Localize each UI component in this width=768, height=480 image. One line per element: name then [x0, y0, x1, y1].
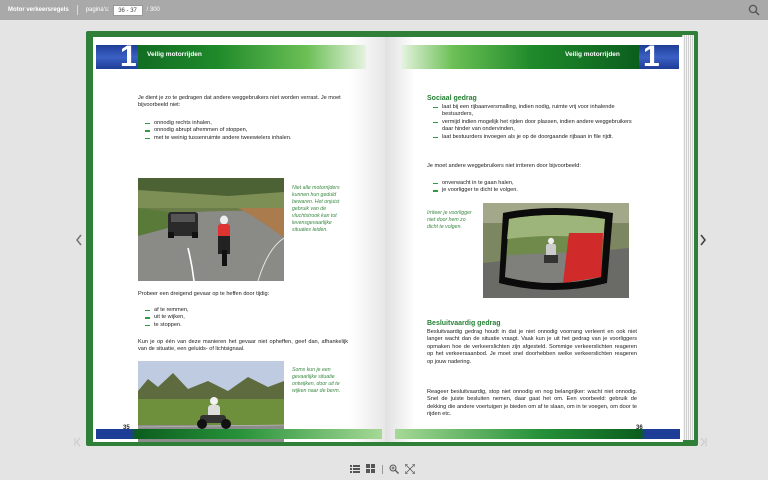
bullet-list: [145, 120, 345, 142]
paragraph: Je moet andere weggebruikers niet irriteren door bijvoorbeeld:: [427, 163, 581, 169]
right-page[interactable]: [385, 37, 683, 442]
photo-side-mirror: [483, 203, 629, 298]
footer-band: [96, 429, 382, 439]
photo-caption: Niet alle motorrijders kunnen hun geduld bewaren. Het onjuist gebruik van de vluchtstrook kan tot levensgevaarlijke situaties leiden.: [292, 185, 340, 233]
page-number: 35: [123, 425, 130, 431]
paragraph: Kun je op één van deze manieren het gevaar niet opheffen, geef dan, afhankelijk van de situatie, een geluids- of lichtsignaal.: [138, 339, 348, 353]
page-number-input[interactable]: 36 - 37: [113, 5, 143, 16]
grid-view-icon[interactable]: [366, 464, 376, 474]
chevron-left-icon[interactable]: [74, 233, 84, 247]
photo-caption: Soms kun je een gevaarlijke situatie ontwijken, door uit te wijken naar de berm.: [292, 367, 341, 394]
page-total: / 300: [146, 7, 160, 13]
list-item: onnodig rechts inhalen,: [145, 120, 345, 127]
top-bar: [0, 0, 768, 20]
photo-caption: Irriteer je voorligger niet door hem zo dicht te volgen.: [427, 210, 472, 230]
chapter-number: 1: [120, 40, 137, 73]
section-heading: Besluitvaardig gedrag: [427, 320, 501, 327]
fullscreen-icon[interactable]: [405, 464, 415, 474]
intro-text: Je dient je zo te gedragen dat andere weggebruikers niet worden verrast. Je moet bijvoorbeeld niet:: [138, 95, 341, 109]
list-item: uit te wijken,: [145, 314, 345, 321]
page-label: pagina's:: [85, 7, 110, 13]
paragraph: Besluitvaardig gedrag houdt in dat je niet onnodig voorrang verleent en ook niet langer wacht dan de situatie vraagt. Vaak kun je uit het gedrag van je voorliggers opmaken hoe de verkeerslichten zijn afgesteld. Sommige verkeerslichten reageren op het verkeersaanbod. Je moet snel doorhebben welke verkeerslichten reageren op jouw nadering.: [427, 329, 637, 365]
threat-text: Probeer een dreigend gevaar op te heffen door tijdig:: [138, 291, 270, 297]
chapter-title: Veilig motorrijden: [147, 51, 202, 58]
bottom-toolbar: [350, 463, 415, 475]
bullet-list: [433, 104, 633, 141]
list-item: je voorligger te dicht te volgen.: [433, 187, 633, 194]
list-item: met te weinig tussenruimte andere tweewielers inhalen.: [145, 135, 345, 142]
list-item: te stoppen.: [145, 322, 345, 329]
chapter-title: Veilig motorrijden: [565, 51, 620, 58]
page-edges: [682, 35, 694, 440]
bullet-list: [433, 180, 633, 195]
list-item: onnodig abrupt afremmen of stoppen,: [145, 127, 345, 134]
chevron-right-icon[interactable]: [698, 233, 708, 247]
photo-motorcycles-road: [138, 178, 284, 281]
page-number: 36: [636, 425, 643, 431]
list-item: laat bestuurders invoegen als je op de doorgaande rijbaan in file rijdt.: [433, 134, 633, 141]
left-page[interactable]: [93, 37, 385, 442]
list-item: laat bij een rijbaanversmalling, indien nodig, ruimte vrij voor inhalende bestuurders,: [433, 104, 633, 119]
divider: [382, 465, 383, 474]
list-view-icon[interactable]: [350, 464, 360, 474]
section-heading: Sociaal gedrag: [427, 95, 477, 102]
list-item: vermijd indien mogelijk het rijden door plassen, indien andere weggebruikers daar hinder van ondervinden,: [433, 119, 633, 134]
chapter-number: 1: [643, 40, 660, 73]
paragraph: Reageer besluitvaardig, stop niet onnodig en nog belangrijker: wacht niet onnodig. Snel de juiste besluiten nemen, daar gaat het om. Een voorbeeld: gebruik de dekking die andere voertuigen je bieden om af te slaan, om in te voegen, om door te rijden etc.: [427, 389, 637, 418]
app-title: Motor verkeersregels: [8, 7, 69, 13]
search-icon[interactable]: [748, 4, 760, 16]
list-item: onverwacht in te gaan halen,: [433, 180, 633, 187]
divider: [77, 5, 78, 15]
zoom-in-icon[interactable]: [389, 464, 399, 474]
last-page-icon[interactable]: [699, 437, 707, 447]
bullet-list: [145, 307, 345, 329]
first-page-icon[interactable]: [74, 437, 82, 447]
list-item: af te remmen,: [145, 307, 345, 314]
